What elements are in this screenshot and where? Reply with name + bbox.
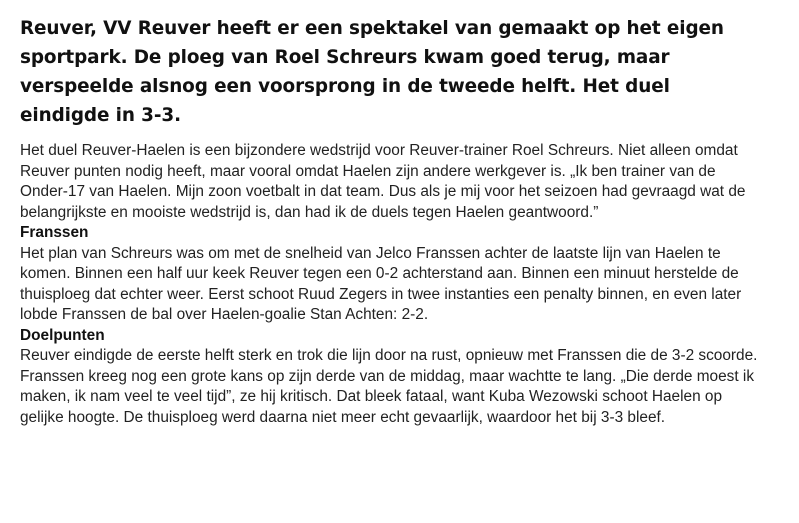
section-heading-doelpunten: Doelpunten [20,326,105,344]
article [20,14,760,428]
section-text-franssen: Het plan van Schreurs was om met de snelheid van Jelco Franssen achter de laatste lijn van Haelen te komen. Binnen een half uur keek Reuver tegen een 0-2 achterstand aan. Binnen een minuut herstelde de thuisploeg dat echter weer. Eerst schoot Ruud Zegers in twee instanties een penalty binnen, en even later lobde Franssen de bal over Haelen-goalie Stan Achten: 2-2. [20,244,742,323]
article-intro: Het duel Reuver-Haelen is een bijzondere wedstrijd voor Reuver-trainer Roel Schreurs. Niet alleen omdat Reuver punten nodig heeft, maar vooral omdat Haelen zijn andere werkgever is. „Ik ben trainer van de Onder-17 van Haelen. Mijn zoon voetbalt in dat team. Dus als je mij voor het seizoen had gevraagd wat de belangrijkste en mooiste wedstrijd is, dan had ik de duels tegen Haelen geantwoord.” [20,142,746,221]
article-lead: Reuver, VV Reuver heeft er een spektakel van gemaakt op het eigen sportpark. De ploeg van Roel Schreurs kwam goed terug, maar verspeelde alsnog een voorsprong in de tweede helft. Het duel eindigde in 3-3. [20,18,724,126]
section-text-doelpunten: Reuver eindigde de eerste helft sterk en trok die lijn door na rust, opnieuw met Franssen die de 3-2 scoorde. Franssen kreeg nog een grote kans op zijn derde van de middag, maar wachtte te lang. „Die derde moest ik maken, ik nam veel te veel tijd”, ze hij kritisch. Dat bleek fataal, want Kuba Wezowski schoot Haelen op gelijke hoogte. De thuisploeg werd daarna niet meer echt gevaarlijk, waardoor het bij 3-3 bleef. [20,347,758,426]
section-heading-franssen: Franssen [20,224,89,241]
